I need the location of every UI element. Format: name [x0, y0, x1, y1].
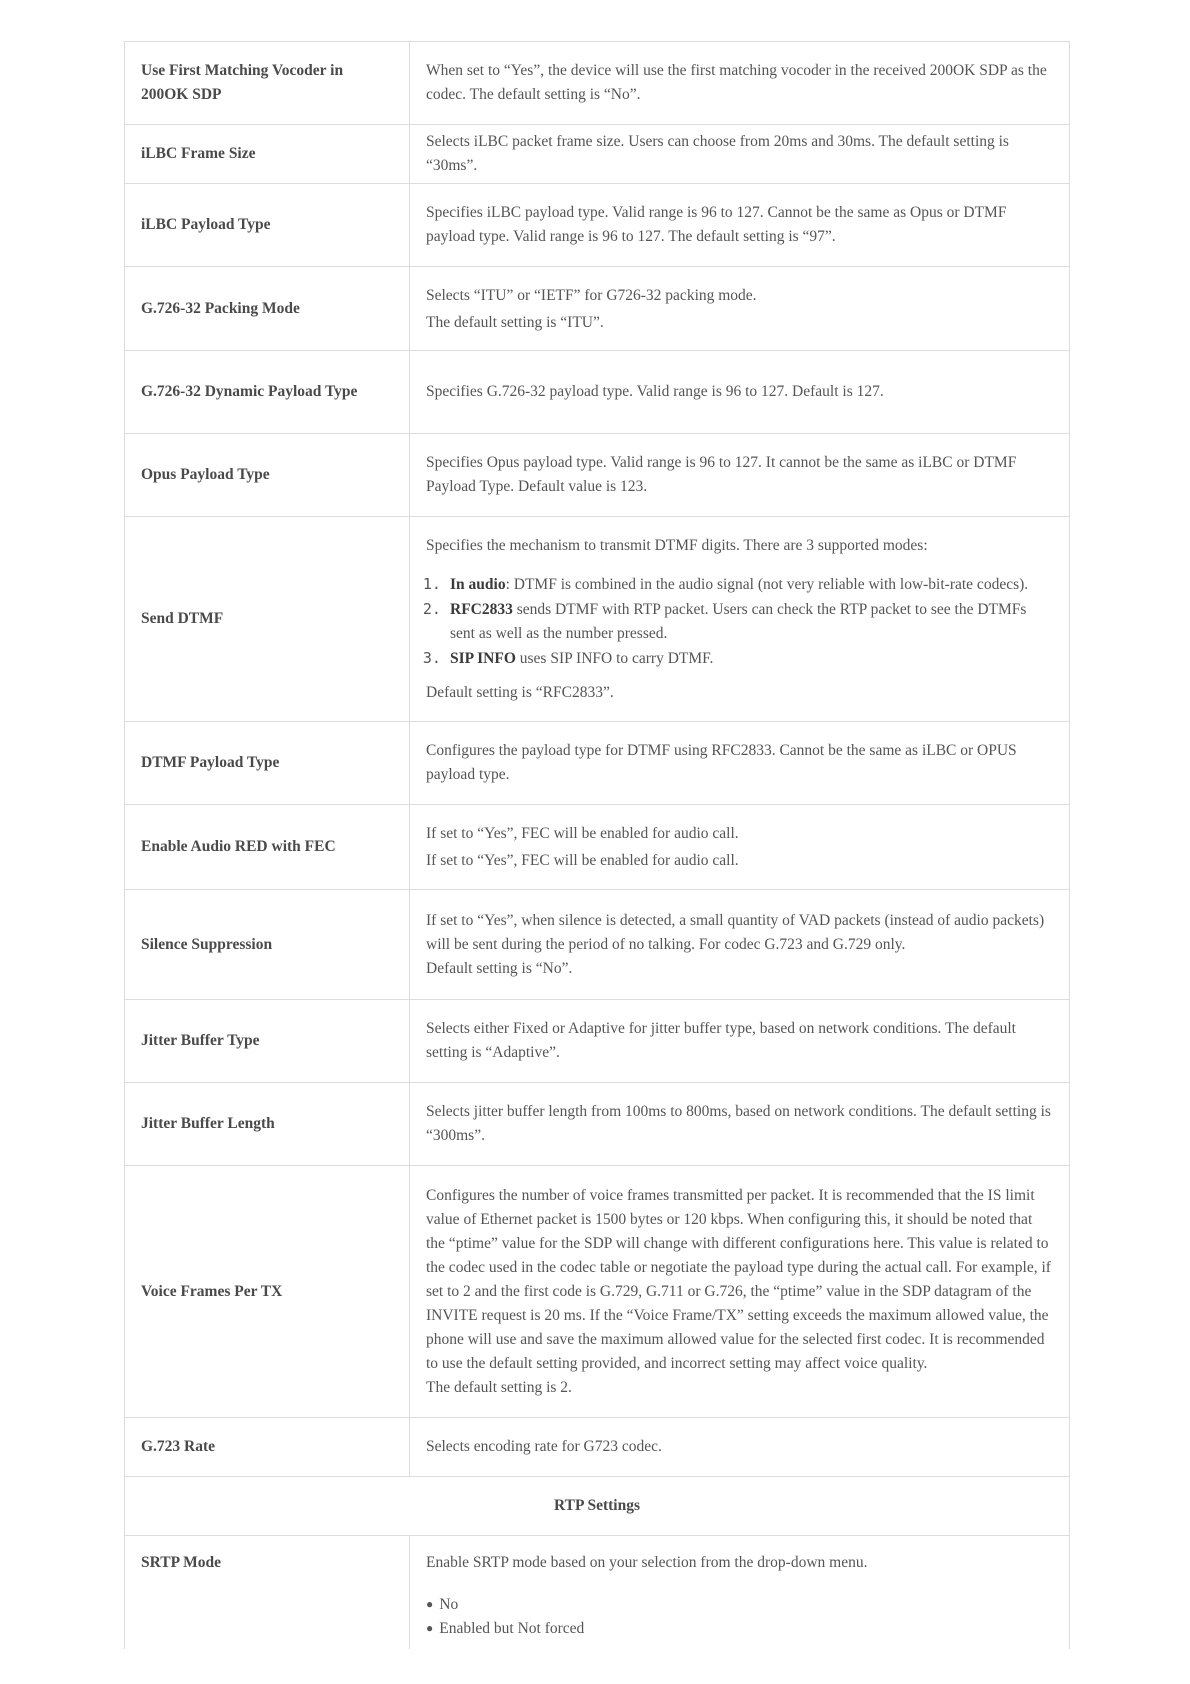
param-description: When set to “Yes”, the device will use the first matching vocoder in the received 200OK SDP as the codec. The default setting is “No”.: [410, 42, 1070, 125]
param-description: Selects “ITU” or “IETF” for G726-32 packing mode. The default setting is “ITU”.: [410, 267, 1070, 351]
section-title: RTP Settings: [125, 1477, 1070, 1536]
param-name: G.726-32 Dynamic Payload Type: [125, 351, 410, 434]
table-row: [125, 267, 1070, 351]
table-row: [125, 1083, 1070, 1166]
param-description: Selects iLBC packet frame size. Users can choose from 20ms and 30ms. The default setting is “30ms”.: [410, 125, 1070, 184]
list-item: ● Enabled but Not forced: [426, 1617, 1053, 1641]
param-description: Specifies Opus payload type. Valid range is 96 to 127. It cannot be the same as iLBC or DTMF Payload Type. Default value is 123.: [410, 434, 1070, 517]
param-name: SRTP Mode: [125, 1536, 410, 1649]
param-name: Silence Suppression: [125, 890, 410, 1000]
list-item: 3. SIP INFO uses SIP INFO to carry DTMF.: [450, 646, 1053, 671]
param-name: iLBC Frame Size: [125, 125, 410, 184]
table-row: [125, 1536, 1070, 1649]
table-row: [125, 722, 1070, 805]
param-name: Use First Matching Vocoder in 200OK SDP: [125, 42, 410, 125]
param-name: Voice Frames Per TX: [125, 1166, 410, 1418]
list-item: ● No: [426, 1593, 1053, 1617]
parameter-table-container: [124, 41, 1070, 1649]
table-row: [125, 125, 1070, 184]
param-description: Specifies G.726-32 payload type. Valid range is 96 to 127. Default is 127.: [410, 351, 1070, 434]
table-row: [125, 517, 1070, 722]
parameter-table: [124, 41, 1070, 1649]
param-name: Enable Audio RED with FEC: [125, 805, 410, 890]
param-name: Jitter Buffer Type: [125, 1000, 410, 1083]
list-item: 1. In audio: DTMF is combined in the audio signal (not very reliable with low-bit-rate codecs).: [450, 572, 1053, 597]
section-header-row: [125, 1477, 1070, 1536]
param-name: iLBC Payload Type: [125, 184, 410, 267]
param-description: Enable SRTP mode based on your selection from the drop-down menu. ● No ● Enabled but Not forced: [410, 1536, 1070, 1649]
param-name: Opus Payload Type: [125, 434, 410, 517]
param-description: Specifies the mechanism to transmit DTMF digits. There are 3 supported modes: 1. In audio: DTMF is combined in the audio signal (not very reliable with low-bit-rate codecs). 2. RFC2833 sends DTMF with RTP packet. Users can check the RTP packet to see the DTMFs sent as well as the number pressed. 3. SIP INFO uses SIP INFO to carry DTMF. Default setting is “RFC2833”.: [410, 517, 1070, 722]
param-description: Specifies iLBC payload type. Valid range is 96 to 127. Cannot be the same as Opus or DTMF payload type. Valid range is 96 to 127. The default setting is “97”.: [410, 184, 1070, 267]
param-name: DTMF Payload Type: [125, 722, 410, 805]
param-description: Selects encoding rate for G723 codec.: [410, 1418, 1070, 1477]
table-row: [125, 42, 1070, 125]
table-row: [125, 434, 1070, 517]
param-name: Send DTMF: [125, 517, 410, 722]
param-description: If set to “Yes”, when silence is detected, a small quantity of VAD packets (instead of audio packets) will be sent during the period of no talking. For codec G.723 and G.729 only. Default setting is “No”.: [410, 890, 1070, 1000]
param-description: If set to “Yes”, FEC will be enabled for audio call. If set to “Yes”, FEC will be enabled for audio call.: [410, 805, 1070, 890]
table-row: [125, 1418, 1070, 1477]
list-item: 2. RFC2833 sends DTMF with RTP packet. Users can check the RTP packet to see the DTMFs sent as well as the number pressed.: [450, 597, 1053, 646]
table-row: [125, 805, 1070, 890]
table-row: [125, 1000, 1070, 1083]
table-row: [125, 351, 1070, 434]
table-row: [125, 1166, 1070, 1418]
param-name: Jitter Buffer Length: [125, 1083, 410, 1166]
param-name: G.726-32 Packing Mode: [125, 267, 410, 351]
table-row: [125, 890, 1070, 1000]
table-row: [125, 184, 1070, 267]
param-description: Selects jitter buffer length from 100ms to 800ms, based on network conditions. The default setting is “300ms”.: [410, 1083, 1070, 1166]
param-description: Configures the number of voice frames transmitted per packet. It is recommended that the IS limit value of Ethernet packet is 1500 bytes or 120 kbps. When configuring this, it should be noted that the “ptime” value for the SDP will change with different configurations here. This value is related to the codec used in the codec table or negotiate the payload type during the actual call. For example, if set to 2 and the first code is G.729, G.711 or G.726, the “ptime” value in the SDP datagram of the INVITE request is 20 ms. If the “Voice Frame/TX” setting exceeds the maximum allowed value, the phone will use and save the maximum allowed value for the selected first codec. It is recommended to use the default setting provided, and incorrect setting may affect voice quality. The default setting is 2.: [410, 1166, 1070, 1418]
param-description: Selects either Fixed or Adaptive for jitter buffer type, based on network conditions. The default setting is “Adaptive”.: [410, 1000, 1070, 1083]
param-name: G.723 Rate: [125, 1418, 410, 1477]
srtp-option-list: [426, 1593, 1053, 1641]
dtmf-mode-list: [426, 572, 1053, 671]
param-description: Configures the payload type for DTMF using RFC2833. Cannot be the same as iLBC or OPUS payload type.: [410, 722, 1070, 805]
